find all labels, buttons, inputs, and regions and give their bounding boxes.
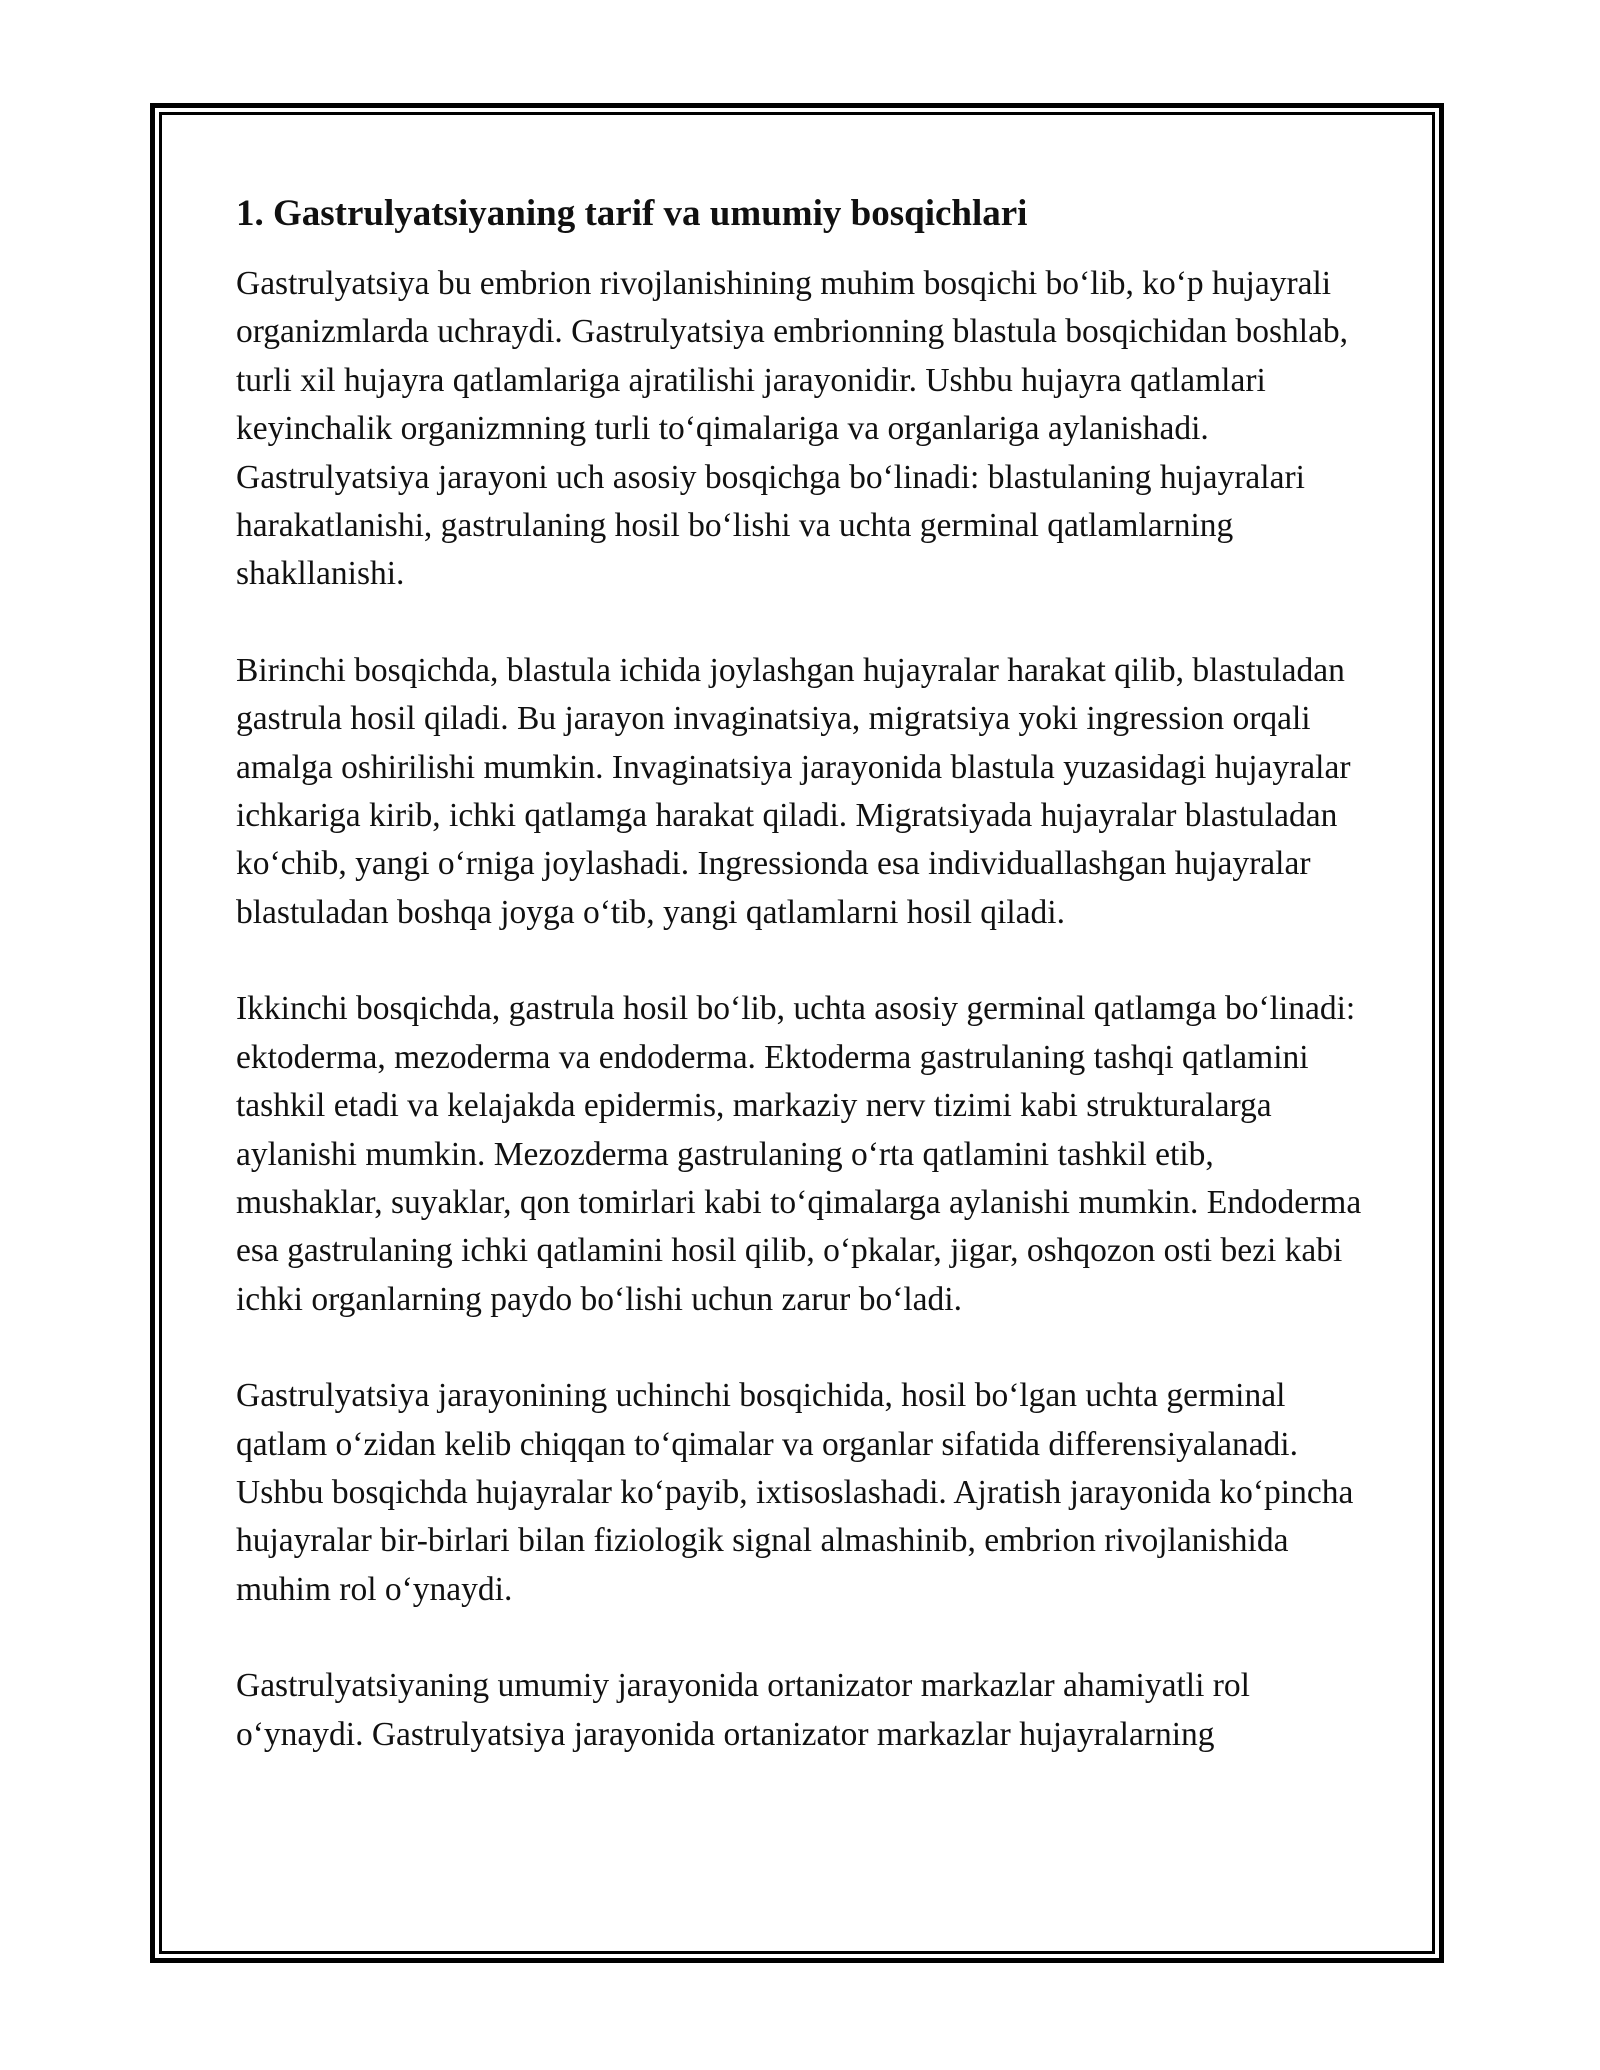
document-body xyxy=(236,186,1366,1759)
section-heading: 1. Gastrulyatsiyaning tarif va umumiy bosqichlari xyxy=(236,193,1028,234)
paragraph-first-stage: Birinchi bosqichda, blastula ichida joylashgan hujayralar harakat qilib, blastuladan gastrula hosil qiladi. Bu jarayon invaginatsiya, migratsiya yoki ingression orqali amalga oshirilishi mumkin. Invaginatsiya jarayonida blastula yuzasidagi hujayralar ichkariga kirib, ichki qatlamga harakat qiladi. Migratsiyada hujayralar blastuladan ko‘chib, yangi o‘rniga joylashadi. Ingressionda esa individuallashgan hujayralar blastuladan boshqa joyga o‘tib, yangi qatlamlarni hosil qiladi. xyxy=(236,651,1351,931)
paragraph-definition: Gastrulyatsiya bu embrion rivojlanishining muhim bosqichi bo‘lib, ko‘p hujayrali organizmlarda uchraydi. Gastrulyatsiya embrionning blastula bosqichidan boshlab, turli xil hujayra qatlamlariga ajratilishi jarayonidir. Ushbu hujayra qatlamlari keyinchalik organizmning turli to‘qimalariga va organlariga aylanishadi. Gastrulyatsiya jarayoni uch asosiy bosqichga bo‘linadi: blastulaning hujayralari harakatlanishi, gastrulaning hosil bo‘lishi va uchta germinal qatlamlarning shakllanishi. xyxy=(236,265,1349,593)
paragraph-second-stage: Ikkinchi bosqichda, gastrula hosil bo‘lib, uchta asosiy germinal qatlamga bo‘linadi: ektoderma, mezoderma va endoderma. Ektoderma gastrulaning tashqi qatlamini tashkil etadi va kelajakda epidermis, markaziy nerv tizimi kabi strukturalarga aylanishi mumkin. Mezozderma gastrulaning o‘rta qatlamini tashkil etib, mushaklar, suyaklar, qon tomirlari kabi to‘qimalarga aylanishi mumkin. Endoderma esa gastrulaning ichki qatlamini hosil qilib, o‘pkalar, jigar, oshqozon osti bezi kabi ichki organlarning paydo bo‘lishi uchun zarur bo‘ladi. xyxy=(236,990,1362,1318)
paragraph-third-stage: Gastrulyatsiya jarayonining uchinchi bosqichida, hosil bo‘lgan uchta germinal qatlam o‘zidan kelib chiqqan to‘qimalar va organlar sifatida differensiyalanadi. Ushbu bosqichda hujayralar ko‘payib, ixtisoslashadi. Ajratish jarayonida ko‘pincha hujayralar bir-birlari bilan fiziologik signal almashinib, embrion rivojlanishida muhim rol o‘ynaydi. xyxy=(236,1377,1354,1608)
paragraph-organizer-centers: Gastrulyatsiyaning umumiy jarayonida ortanizator markazlar ahamiyatli rol o‘ynaydi. Gastrulyatsiya jarayonida ortanizator markazlar hujayralarning xyxy=(236,1667,1250,1753)
